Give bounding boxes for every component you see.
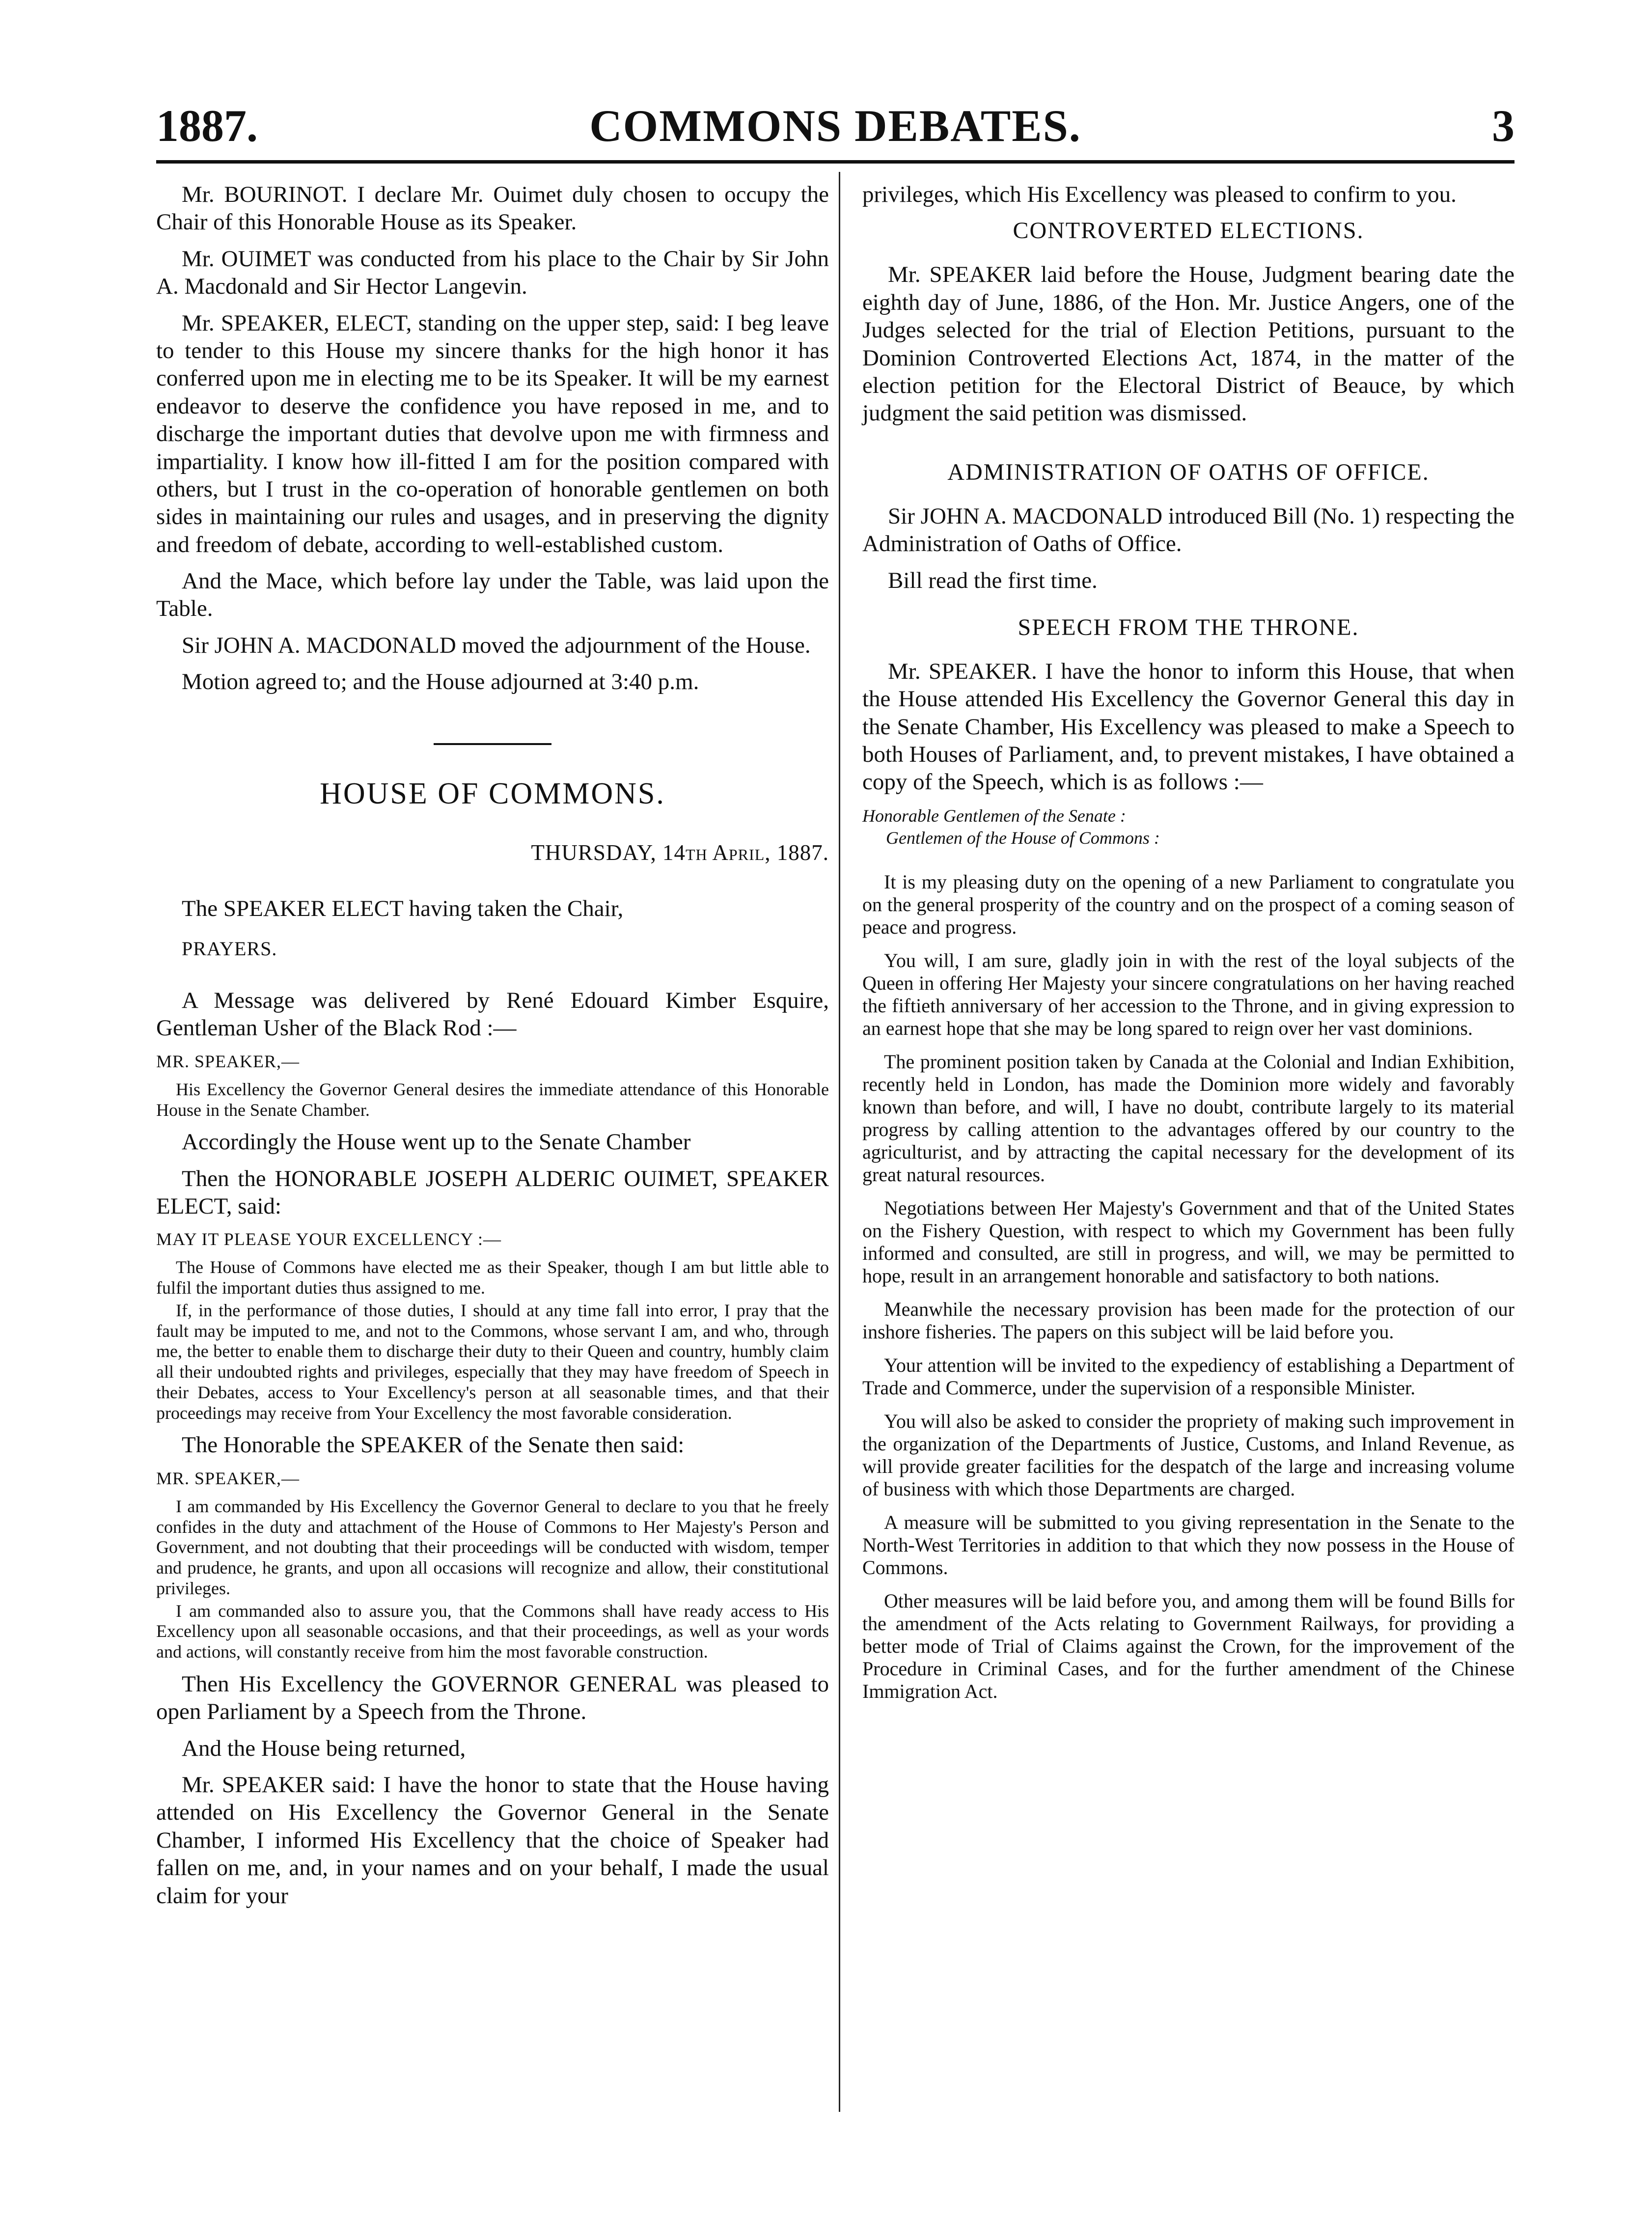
- speech-text: You will also be asked to consider the propriety of making such improvement in the organization of the Departments of Justice, Customs, and Inland Revenue, as will provide greater facilities for the despatch of the large and increasing volume of business with which those Departments are charged.: [862, 1410, 1514, 1500]
- paragraph: Mr. OUIMET was conducted from his place to the Chair by Sir John A. Macdonald and Sir Hector Langevin.: [156, 246, 829, 300]
- paragraph: Accordingly the House went up to the Senate Chamber: [182, 1129, 691, 1155]
- speech-address: [862, 805, 1514, 849]
- paragraph: The Honorable the SPEAKER of the Senate then said:: [182, 1432, 685, 1458]
- speech-paragraph: [862, 949, 1514, 1040]
- header-title: COMMONS DEBATES.: [589, 101, 1081, 151]
- section-heading: ADMINISTRATION OF OATHS OF OFFICE.: [947, 459, 1430, 485]
- speech-paragraph: [862, 871, 1514, 939]
- right-column: [862, 181, 1514, 1714]
- column-divider: [839, 172, 840, 2112]
- message-text: His Excellency the Governor General desires the immediate attendance of this Honorable House in the Senate Chamber.: [156, 1079, 829, 1120]
- section-rule: [434, 743, 551, 745]
- paragraph: Mr. SPEAKER. I have the honor to inform this House, that when the House attended His Excellency the Governor General this day in the Senate Chamber, His Excellency was pleased to make a Speech to both Houses of Parliament, and, to prevent mistakes, I have obtained a copy of the Speech, which is as follows :—: [862, 658, 1514, 795]
- address-commons: Gentlemen of the House of Commons :: [886, 828, 1160, 848]
- salutation: MAY IT PLEASE YOUR EXCELLENCY :—: [156, 1229, 502, 1249]
- address-text: If, in the performance of those duties, I should at any time fall into error, I pray that the fault may be imputed to me, and not to the Commons, whose servant I am, and who, through me, the better to enable them to discharge their duty to their Queen and country, humbly claim all their undoubted rights and privileges, especially that they may have freedom of Speech in their Debates, access to Your Excellency's person at all seasonable times, and that their proceedings may receive from Your Excellency the most favorable consideration.: [156, 1300, 829, 1423]
- paragraph: The SPEAKER ELECT having taken the Chair,: [182, 895, 624, 921]
- salutation: MR. SPEAKER,—: [156, 1468, 300, 1488]
- speech-text: You will, I am sure, gladly join in with the rest of the loyal subjects of the Queen in offering Her Majesty your sincere congratulations on her having reached the fiftieth anniversary of her accession to the Throne, and in giving expression to an earnest hope that she may be long spared to reign over her vast dominions.: [862, 949, 1514, 1039]
- speech-text: A measure will be submitted to you giving representation in the Senate to the North-West Territories in addition to that which they now possess in the House of Commons.: [862, 1511, 1514, 1579]
- paragraph: privileges, which His Excellency was pleased to confirm to you.: [862, 182, 1457, 207]
- paragraph: Mr. SPEAKER said: I have the honor to state that the House having attended on His Excellency the Governor General in the Senate Chamber, I informed His Excellency that the choice of Speaker had fallen on me, and, in your names and on your behalf, I made the usual claim for your: [156, 1772, 829, 1909]
- address-senate: Honorable Gentlemen of the Senate :: [862, 805, 1126, 826]
- speech-paragraph: [862, 1051, 1514, 1186]
- header-year: 1887.: [156, 101, 258, 151]
- date-line: THURSDAY, 14th April, 1887.: [531, 840, 829, 865]
- speech-text: It is my pleasing duty on the opening of a new Parliament to congratulate you on the general prosperity of the country and on the prospect of a coming season of peace and progress.: [862, 870, 1514, 938]
- section-heading: CONTROVERTED ELECTIONS.: [1013, 218, 1364, 244]
- reply-text: I am commanded by His Excellency the Governor General to declare to you that he freely confides in the duty and attachment of the House of Commons to Her Majesty's Person and Government, and not doubting that their proceedings will be conducted with wisdom, temper and prudence, he grants, and upon all occasions will recognize and allow, their constitutional privileges.: [156, 1496, 829, 1598]
- prayers-label: PRAYERS.: [182, 938, 277, 960]
- speech-paragraph: [862, 1354, 1514, 1399]
- paragraph: Mr. BOURINOT. I declare Mr. Ouimet duly chosen to occupy the Chair of this Honorable House as its Speaker.: [156, 182, 829, 235]
- header-rule: [156, 160, 1514, 164]
- speech-paragraph: [862, 1298, 1514, 1343]
- paragraph: A Message was delivered by René Edouard Kimber Esquire, Gentleman Usher of the Black Rod :—: [156, 988, 829, 1041]
- speech-text: The prominent position taken by Canada at the Colonial and Indian Exhibition, recently held in London, has made the Dominion more widely and favorably known than before, and will, I have no doubt, contribute largely to its material progress by calling attention to the advantages offered by our country to the agriculturist, and by attracting the capital necessary for the development of its great natural resources.: [862, 1050, 1514, 1186]
- speech-paragraph: [862, 1511, 1514, 1579]
- paragraph: Sir JOHN A. MACDONALD introduced Bill (No. 1) respecting the Administration of Oaths of Office.: [862, 503, 1514, 557]
- reply-text: I am commanded also to assure you, that the Commons shall have ready access to His Excellency upon all seasonable occasions, and that their proceedings, as well as your words and actions, will constantly receive from him the most favorable construction.: [156, 1601, 829, 1662]
- speech-text: Meanwhile the necessary provision has been made for the protection of our inshore fisheries. The papers on this subject will be laid before you.: [862, 1298, 1514, 1343]
- paragraph: And the Mace, which before lay under the Table, was laid upon the Table.: [156, 568, 829, 622]
- speech-paragraph: [862, 1197, 1514, 1287]
- speech-paragraph: [862, 1410, 1514, 1500]
- section-heading: SPEECH FROM THE THRONE.: [1018, 614, 1359, 640]
- paragraph: Then His Excellency the GOVERNOR GENERAL was pleased to open Parliament by a Speech from the Throne.: [156, 1671, 829, 1725]
- running-header: [156, 103, 1514, 162]
- speech-text: Negotiations between Her Majesty's Government and that of the United States on the Fishery Question, with respect to which my Government has been fully informed and consulted, are still in progress, and will, we may be permitted to hope, result in an arrangement honorable and satisfactory to both nations.: [862, 1196, 1514, 1287]
- salutation: MR. SPEAKER,—: [156, 1051, 300, 1071]
- paragraph: Motion agreed to; and the House adjourned at 3:40 p.m.: [182, 669, 699, 695]
- paragraph: Mr. SPEAKER, ELECT, standing on the upper step, said: I beg leave to tender to this House my sincere thanks for the high honor it has conferred upon me in electing me to be its Speaker. It will be my earnest endeavor to deserve the confidence you have reposed in me, and to discharge the important duties that devolve upon me with firmness and impartiality. I know how ill-fitted I am for the position compared with others, but I trust in the co-operation of honorable gentlemen on both sides in maintaining our rules and usages, and in preserving the dignity and freedom of debate, according to well-established custom.: [156, 310, 829, 557]
- speech-text: Other measures will be laid before you, and among them will be found Bills for the amendment of the Acts relating to Government Railways, for providing a better mode of Trial of Claims against the Crown, for the improvement of the Procedure in Criminal Cases, and for the further amendment of the Chinese Immigration Act.: [862, 1589, 1514, 1702]
- address-text: The House of Commons have elected me as their Speaker, though I am but little able to fulfil the important duties thus assigned to me.: [156, 1257, 829, 1298]
- section-heading: HOUSE OF COMMONS.: [320, 776, 665, 810]
- left-column: [156, 181, 829, 1918]
- page-number: 3: [1492, 101, 1514, 151]
- paragraph: And the House being returned,: [182, 1735, 466, 1761]
- speech-text: Your attention will be invited to the expediency of establishing a Department of Trade and Commerce, under the supervision of a responsible Minister.: [862, 1354, 1514, 1399]
- paragraph: Then the HONORABLE JOSEPH ALDERIC OUIMET, SPEAKER ELECT, said:: [156, 1165, 829, 1219]
- speech-paragraph: [862, 1590, 1514, 1703]
- paragraph: Mr. SPEAKER laid before the House, Judgment bearing date the eighth day of June, 1886, of the Hon. Mr. Justice Angers, one of the Judges selected for the trial of Election Petitions, pursuant to the Dominion Controverted Elections Act, 1874, in the matter of the election petition for the Electoral District of Beauce, by which judgment the said petition was dismissed.: [862, 262, 1514, 426]
- paragraph: Bill read the first time.: [888, 567, 1098, 593]
- paragraph: Sir JOHN A. MACDONALD moved the adjournment of the House.: [182, 632, 811, 658]
